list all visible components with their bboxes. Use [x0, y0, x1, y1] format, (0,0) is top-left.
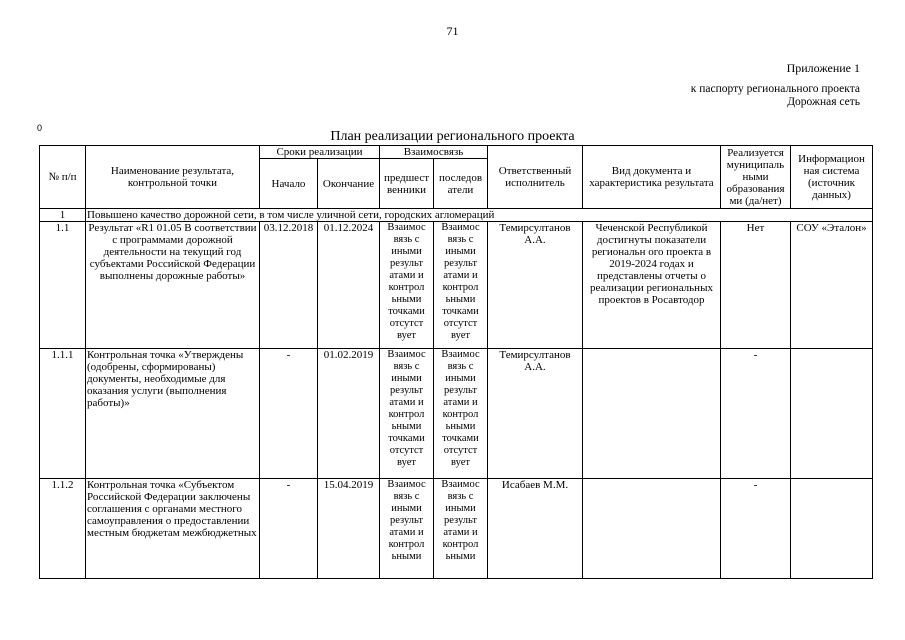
- appendix-line-1: к паспорту регионального проекта: [690, 83, 860, 95]
- table-row: [40, 479, 873, 579]
- table-row: [40, 349, 873, 479]
- table-row: [40, 222, 873, 349]
- row-info: СОУ «Эталон»: [791, 222, 873, 349]
- row-start: -: [260, 349, 318, 479]
- header-start: Начало: [260, 159, 318, 209]
- document-title: План реализации регионального проекта: [330, 129, 575, 144]
- row-start: 03.12.2018: [260, 222, 318, 349]
- row-name: Контрольная точка «Субъектом Российской Федерации заключены соглашения с органами местного самоуправления о предоставлении местным бюджетам межбюджетных: [86, 479, 260, 579]
- header-municipal: Реализуется муниципаль ными образования ми (да/нет): [721, 146, 791, 209]
- row-prev: Взаимос вязь с иными результ атами и контрол ьными точками отсутст вует: [380, 222, 434, 349]
- corner-mark: 0: [37, 123, 43, 133]
- row-num: 1.1.2: [40, 479, 86, 579]
- row-executor: Темирсултанов А.А.: [488, 349, 583, 479]
- row-info: [791, 479, 873, 579]
- row-municipal: Нет: [721, 222, 791, 349]
- row-start: -: [260, 479, 318, 579]
- section-text: Повышено качество дорожной сети, в том числе уличной сети, городских агломераций: [86, 209, 873, 222]
- row-name: Контрольная точка «Утверждены (одобрены, сформированы) документы, необходимые для оказания услуги (выполнения работы)»: [86, 349, 260, 479]
- row-info: [791, 349, 873, 479]
- row-end: 01.12.2024: [318, 222, 380, 349]
- appendix-note: [691, 62, 860, 109]
- appendix-line-2: Дорожная сеть: [787, 96, 860, 108]
- header-executor: Ответственный исполнитель: [488, 146, 583, 209]
- row-doc-type: Чеченской Республикой достигнуты показатели региональн ого проекта в 2019-2024 годах и представлены отчеты о реализации региональных проектов в Росавтодор: [583, 222, 721, 349]
- section-num: 1: [40, 209, 86, 222]
- row-doc-type: [583, 349, 721, 479]
- page-number: 71: [446, 24, 459, 38]
- section-row: [40, 209, 873, 222]
- row-name: Результат «R1 01.05 В соответствии с программами дорожной деятельности на текущий год субъектами Российской Федерации выполнены дорожные работы»: [86, 222, 260, 349]
- header-doc-type: Вид документа и характеристика результата: [583, 146, 721, 209]
- header-num: № п/п: [40, 146, 86, 209]
- header-terms: Сроки реализации: [260, 146, 380, 159]
- row-num: 1.1: [40, 222, 86, 349]
- row-next: Взаимос вязь с иными результ атами и контрол ьными: [434, 479, 488, 579]
- row-num: 1.1.1: [40, 349, 86, 479]
- row-municipal: -: [721, 479, 791, 579]
- row-end: 15.04.2019: [318, 479, 380, 579]
- header-relation: Взаимосвязь: [380, 146, 488, 159]
- appendix-title: Приложение 1: [786, 61, 860, 75]
- row-next: Взаимос вязь с иными результ атами и контрол ьными точками отсутст вует: [434, 222, 488, 349]
- row-prev: Взаимос вязь с иными результ атами и контрол ьными точками отсутст вует: [380, 349, 434, 479]
- row-prev: Взаимос вязь с иными результ атами и контрол ьными: [380, 479, 434, 579]
- header-info: Информацион ная система (источник данных): [791, 146, 873, 209]
- header-prev: предшест венники: [380, 159, 434, 209]
- header-name: Наименование результата, контрольной точки: [86, 146, 260, 209]
- plan-table: [39, 145, 873, 579]
- row-end: 01.02.2019: [318, 349, 380, 479]
- row-next: Взаимос вязь с иными результ атами и контрол ьными точками отсутст вует: [434, 349, 488, 479]
- header-end: Окончание: [318, 159, 380, 209]
- row-executor: Темирсултанов А.А.: [488, 222, 583, 349]
- row-doc-type: [583, 479, 721, 579]
- row-municipal: -: [721, 349, 791, 479]
- header-next: последов атели: [434, 159, 488, 209]
- row-executor: Исабаев М.М.: [488, 479, 583, 579]
